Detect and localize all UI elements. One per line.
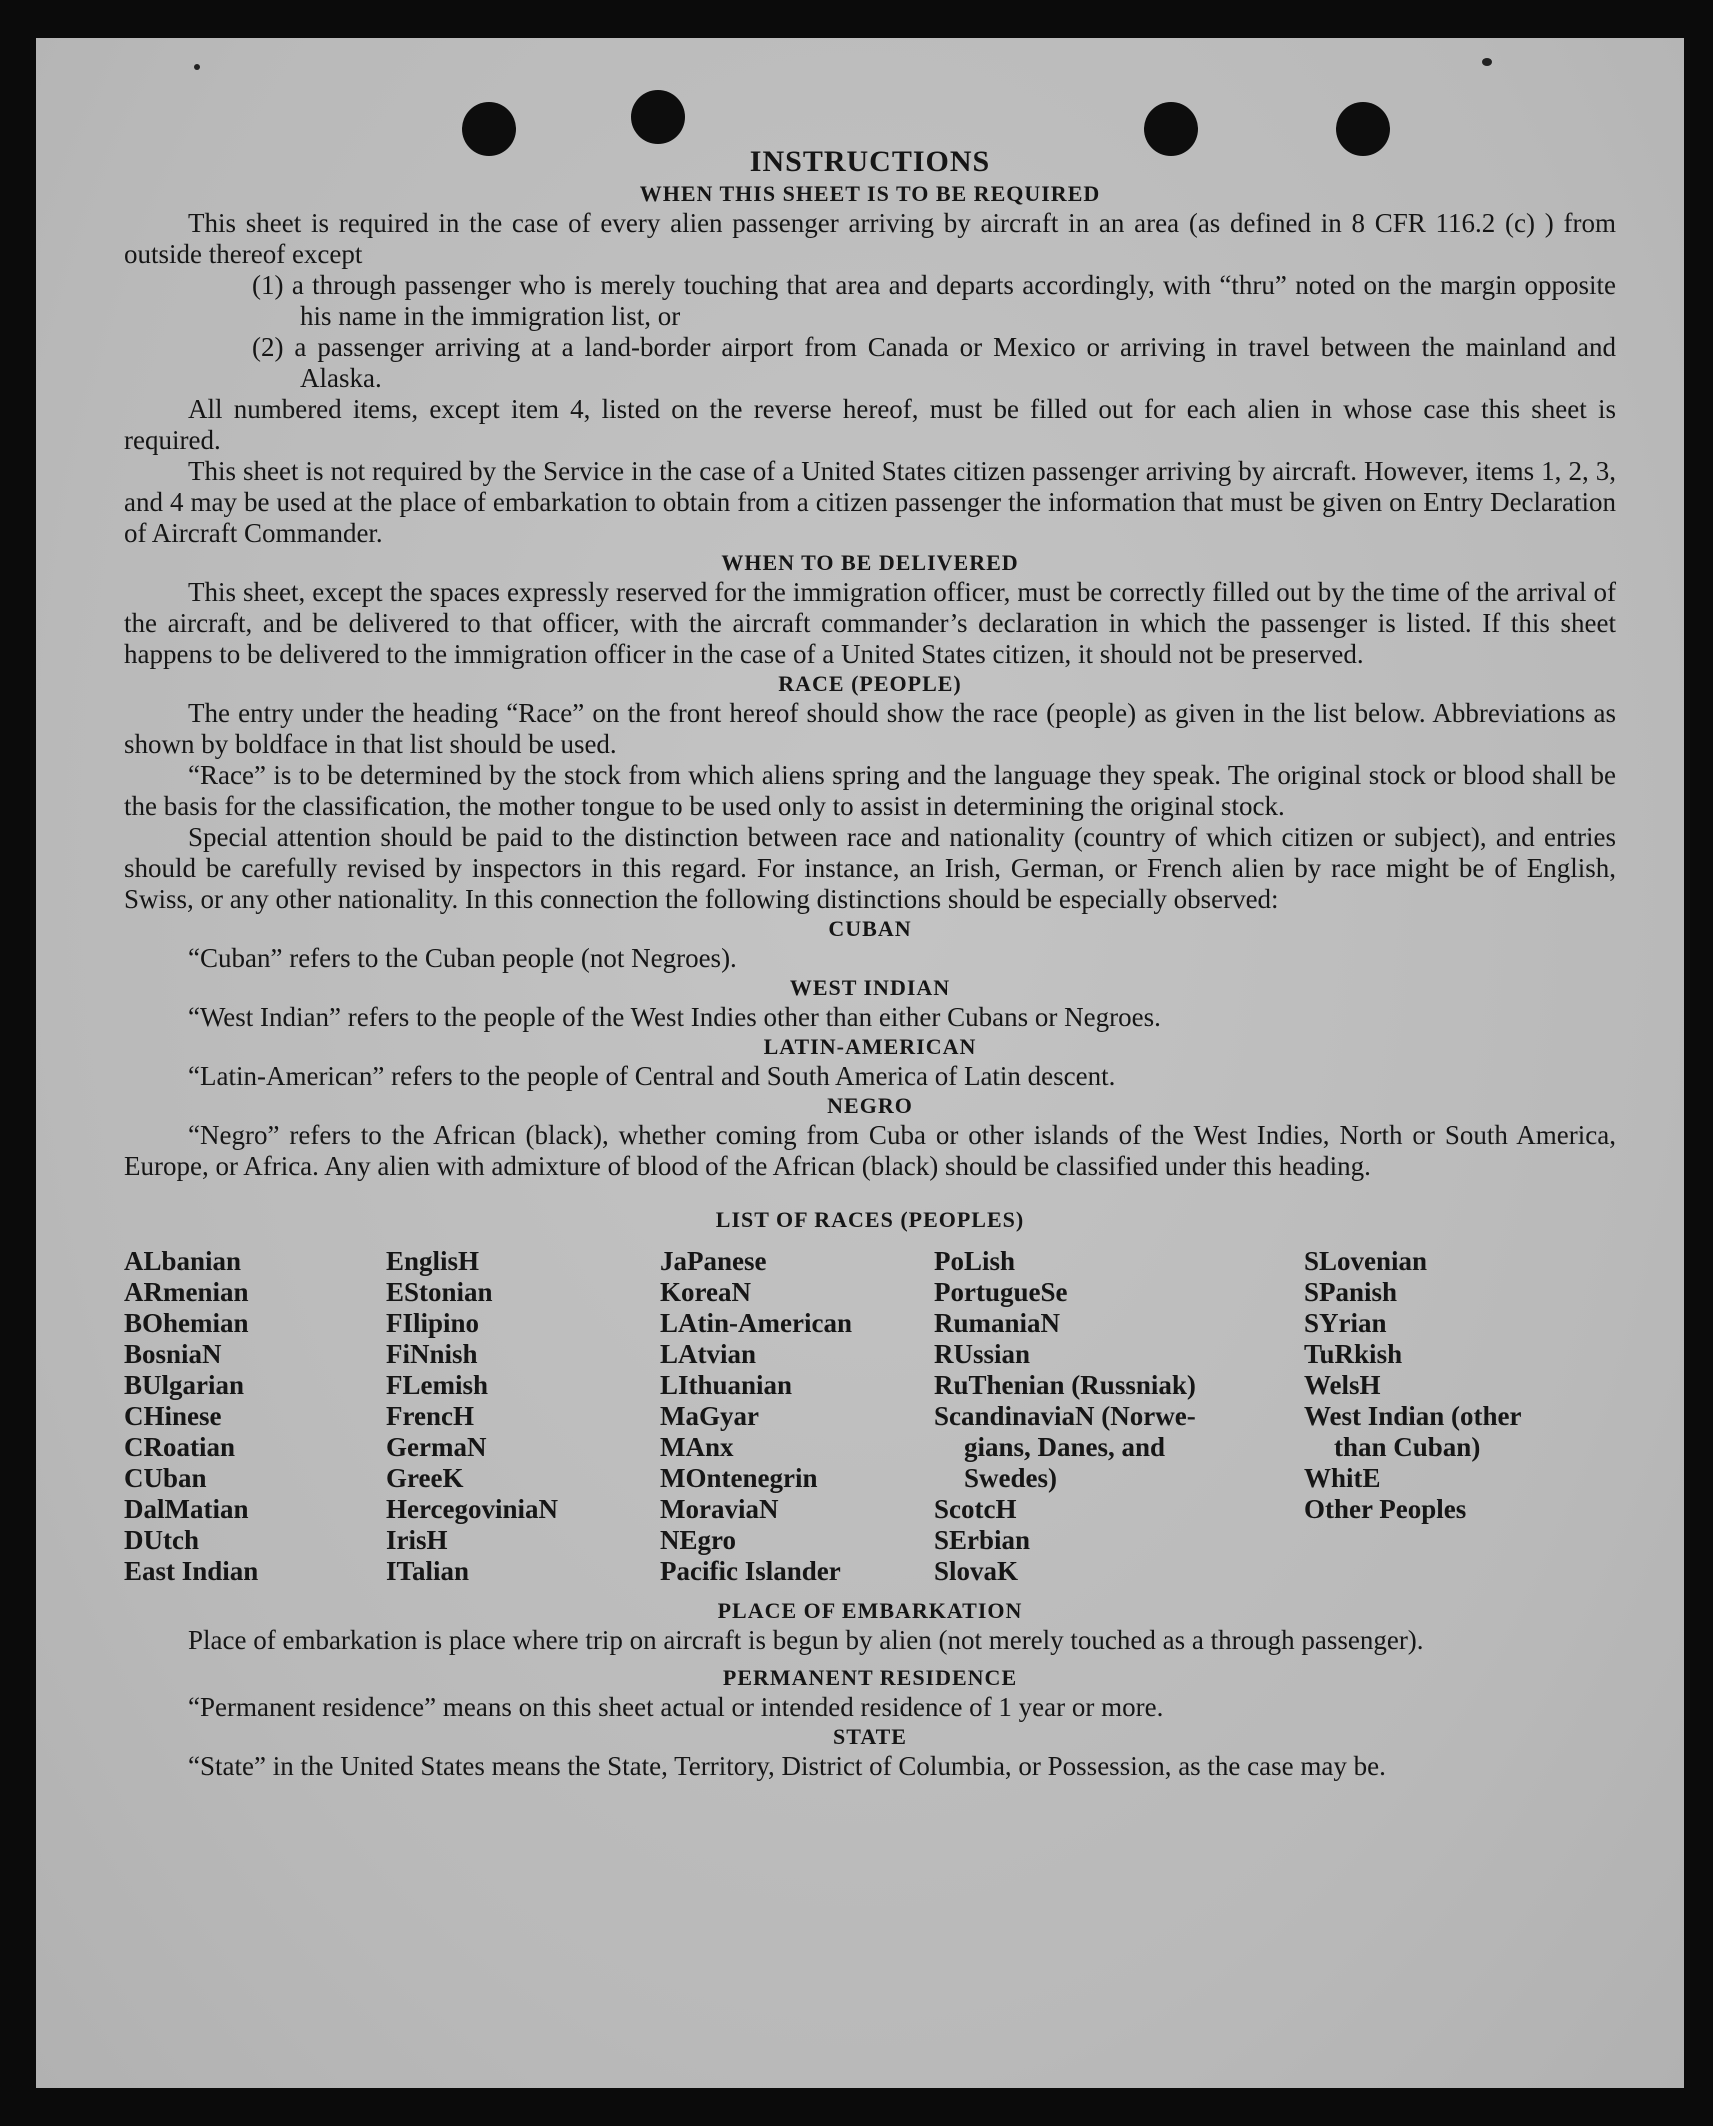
race-entry: SLovenian — [1304, 1246, 1428, 1276]
paragraph: “Cuban” refers to the Cuban people (not Negroes). — [188, 943, 737, 973]
list-item: (2) a passenger arriving at a land-border airport from Canada or Mexico or arriving in travel between the mainland and Alaska. — [252, 332, 1616, 393]
race-entry: TuRkish — [1304, 1339, 1403, 1369]
race-entry: PortugueSe — [934, 1277, 1068, 1307]
race-column — [1304, 1246, 1604, 1587]
race-entry: than Cuban) — [1334, 1432, 1481, 1462]
race-entry: JaPanese — [660, 1246, 767, 1276]
section-heading: PLACE OF EMBARKATION — [717, 1598, 1023, 1623]
section-heading: WEST INDIAN — [789, 975, 951, 1000]
race-entry: Swedes) — [964, 1463, 1057, 1493]
race-entry: GreeK — [386, 1463, 464, 1493]
race-entry: BOhemian — [124, 1308, 249, 1338]
paragraph: “Latin-American” refers to the people of Central and South America of Latin descent. — [188, 1061, 1116, 1091]
paragraph: “State” in the United States means the State, Territory, District of Columbia, or Possession, as the case may be. — [188, 1751, 1386, 1781]
race-column — [386, 1246, 660, 1587]
paragraph: All numbered items, except item 4, listed on the reverse hereof, must be filled out for each alien in whose case this sheet is required. — [124, 394, 1616, 455]
paragraph: Special attention should be paid to the distinction between race and nationality (country of which citizen or subject), and entries should be carefully revised by inspectors in this regard. For instance, an Irish, German, or French alien by race might be of English, Swiss, or any other nationality. In this connection the following distinctions should be especially observed: — [124, 822, 1616, 914]
race-entry: LAtin-American — [660, 1308, 852, 1338]
race-entry: ALbanian — [124, 1246, 242, 1276]
race-entry: Pacific Islander — [660, 1556, 841, 1586]
race-entry: ScotcH — [934, 1494, 1017, 1524]
race-entry: SlovaK — [934, 1556, 1019, 1586]
paragraph: Place of embarkation is place where trip on aircraft is begun by alien (not merely touched as a through passenger). — [188, 1625, 1424, 1655]
race-entry: Other Peoples — [1304, 1494, 1467, 1524]
speck — [1482, 58, 1492, 66]
race-entry: SYrian — [1304, 1308, 1387, 1338]
race-entry: FLemish — [386, 1370, 489, 1400]
race-entry: ARmenian — [124, 1277, 249, 1307]
paragraph: This sheet is not required by the Service in the case of a United States citizen passenger arriving by aircraft. However, items 1, 2, 3, and 4 may be used at the place of embarkation to obtain from a citizen passenger the information that must be given on Entry Declaration of Aircraft Commander. — [124, 456, 1616, 548]
race-entry: East Indian — [124, 1556, 259, 1586]
race-entry: ScandinaviaN (Norwe- — [934, 1401, 1196, 1431]
race-entry: BosniaN — [124, 1339, 222, 1369]
race-entry: CRoatian — [124, 1432, 236, 1462]
race-entry: WelsH — [1304, 1370, 1381, 1400]
document-sheet — [36, 38, 1684, 2088]
list-item: (1) a through passenger who is merely touching that area and departs accordingly, with “thru” noted on the margin opposite his name in the immigration list, or — [252, 270, 1616, 331]
section-heading: LATIN-AMERICAN — [763, 1034, 977, 1059]
race-entry: MOntenegrin — [660, 1463, 818, 1493]
race-entry: KoreaN — [660, 1277, 751, 1307]
race-entry: HercegoviniaN — [386, 1494, 558, 1524]
race-column — [934, 1246, 1304, 1587]
race-entry: EnglisH — [386, 1246, 480, 1276]
page-title: INSTRUCTIONS — [749, 145, 991, 178]
section-heading: STATE — [833, 1724, 907, 1749]
race-entry: GermaN — [386, 1432, 487, 1462]
section-heading: NEGRO — [827, 1093, 913, 1118]
section-heading: LIST OF RACES (PEOPLES) — [715, 1207, 1025, 1232]
paragraph: This sheet is required in the case of every alien passenger arriving by aircraft in an area (as defined in 8 CFR 116.2 (c) ) from outside thereof except — [124, 208, 1616, 269]
section-heading: WHEN THIS SHEET IS TO BE REQUIRED — [639, 181, 1101, 206]
race-entry: ITalian — [386, 1556, 470, 1586]
paragraph: The entry under the heading “Race” on the front hereof should show the race (people) as given in the list below. Abbreviations as shown by boldface in that list should be used. — [124, 698, 1616, 759]
race-list — [124, 1246, 1616, 1587]
race-entry: RumaniaN — [934, 1308, 1061, 1338]
race-entry: CHinese — [124, 1401, 222, 1431]
race-entry: FrencH — [386, 1401, 474, 1431]
race-entry: DUtch — [124, 1525, 199, 1555]
race-entry: WhitE — [1304, 1463, 1381, 1493]
race-entry: NEgro — [660, 1525, 737, 1555]
race-entry: SPanish — [1304, 1277, 1398, 1307]
paragraph: “Race” is to be determined by the stock from which aliens spring and the language they speak. The original stock or blood shall be the basis for the classification, the mother tongue to be used only to assist in determining the original stock. — [124, 760, 1616, 821]
race-entry: MaGyar — [660, 1401, 759, 1431]
paragraph: “Negro” refers to the African (black), whether coming from Cuba or other islands of the West Indies, North or South America, Europe, or Africa. Any alien with admixture of blood of the African (black) should be classified under this heading. — [124, 1120, 1616, 1181]
section-heading: CUBAN — [828, 916, 912, 941]
race-entry: LIthuanian — [660, 1370, 793, 1400]
race-entry: BUlgarian — [124, 1370, 245, 1400]
race-entry: CUban — [124, 1463, 207, 1493]
race-entry: RUssian — [934, 1339, 1031, 1369]
race-entry: MoraviaN — [660, 1494, 779, 1524]
race-entry: LAtvian — [660, 1339, 757, 1369]
section-heading: WHEN TO BE DELIVERED — [721, 550, 1019, 575]
race-entry: FiNnish — [386, 1339, 478, 1369]
race-entry: MAnx — [660, 1432, 734, 1462]
race-entry: DalMatian — [124, 1494, 249, 1524]
instructions-content — [124, 104, 1616, 1782]
race-entry: EStonian — [386, 1277, 493, 1307]
race-column — [660, 1246, 934, 1587]
race-entry: IrisH — [386, 1525, 448, 1555]
race-entry: FIlipino — [386, 1308, 480, 1338]
race-entry: PoLish — [934, 1246, 1016, 1276]
section-heading: PERMANENT RESIDENCE — [722, 1665, 1018, 1690]
race-entry: West Indian (other — [1304, 1401, 1522, 1431]
race-entry: RuThenian (Russniak) — [934, 1370, 1196, 1400]
paragraph: “West Indian” refers to the people of the West Indies other than either Cubans or Negroes. — [188, 1002, 1161, 1032]
paragraph: “Permanent residence” means on this sheet actual or intended residence of 1 year or more. — [188, 1692, 1164, 1722]
speck — [194, 64, 200, 70]
section-heading: RACE (PEOPLE) — [778, 671, 962, 696]
paragraph: This sheet, except the spaces expressly reserved for the immigration officer, must be correctly filled out by the time of the arrival of the aircraft, and be delivered to that officer, with the aircraft commander’s declaration in which the passenger is listed. If this sheet happens to be delivered to the immigration officer in the case of a United States citizen, it should not be preserved. — [124, 577, 1616, 669]
race-entry: gians, Danes, and — [964, 1432, 1166, 1462]
race-column — [124, 1246, 386, 1587]
race-entry: SErbian — [934, 1525, 1031, 1555]
